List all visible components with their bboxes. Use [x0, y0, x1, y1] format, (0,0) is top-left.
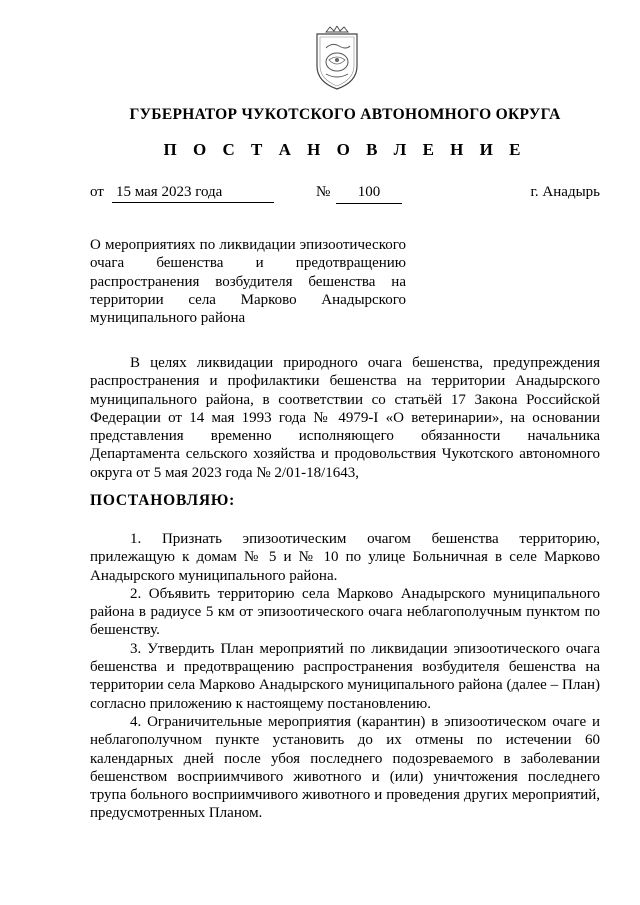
decree-item: 2. Объявить территорию села Марково Анадырского муниципального района в радиусе 5 км от эпизоотического очага неблагополучным пунктом по бешенству.: [90, 585, 600, 639]
document-meta-row: [90, 184, 600, 206]
coat-of-arms-icon: [312, 26, 362, 92]
issuing-authority: ГУБЕРНАТОР ЧУКОТСКОГО АВТОНОМНОГО ОКРУГА: [129, 106, 561, 123]
decree-heading: ПОСТАНОВЛЯЮ:: [90, 492, 236, 509]
document-type: П О С Т А Н О В Л Е Н И Е: [163, 140, 527, 159]
document-date: 15 мая 2023 года: [112, 184, 274, 203]
document-subject: О мероприятиях по ликвидации эпизоотического очага бешенства и предотвращению распространения возбудителя бешенства на территории села Марково Анадырского муниципального района: [90, 237, 406, 327]
preamble-paragraph: В целях ликвидации природного очага бешенства, предупреждения распространения и профилактики бешенства на территории Анадырского муниципального района, в соответствии со статьёй 17 Закона Российской Федерации от 14 мая 1993 года № 4979-I «О ветеринарии», на основании представления временно исполняющего обязанности начальника Департамента сельского хозяйства и продовольствия Чукотского автономного округа от 5 мая 2023 года № 2/01-18/1643,: [90, 355, 600, 481]
number-sign: №: [316, 184, 331, 200]
decree-items: [90, 530, 600, 823]
document-city: г. Анадырь: [530, 184, 600, 200]
decree-item: 3. Утвердить План мероприятий по ликвидации эпизоотического очага бешенства и предотвращению распространения возбудителя бешенства на территории села Марково Анадырского муниципального района (далее – План) согласно приложению к настоящему постановлению.: [90, 640, 600, 712]
document-number: 100: [336, 184, 402, 204]
date-prefix: от: [90, 184, 104, 200]
decree-item: 1. Признать эпизоотическим очагом бешенства территорию, прилежащую к домам № 5 и № 10 по улице Больничная в селе Марково Анадырского муниципального района.: [90, 531, 600, 584]
decree-item: 4. Ограничительные мероприятия (карантин) в эпизоотическом очаге и неблагополучном пункте установить до их отмены по истечении 60 календарных дней после убоя последнего подозреваемого в заболевании бешенством восприимчивого животного и (или) уничтожения последнего трупа больного восприимчивого животного и проведения других мероприятий, предусмотренных Планом.: [90, 713, 600, 822]
